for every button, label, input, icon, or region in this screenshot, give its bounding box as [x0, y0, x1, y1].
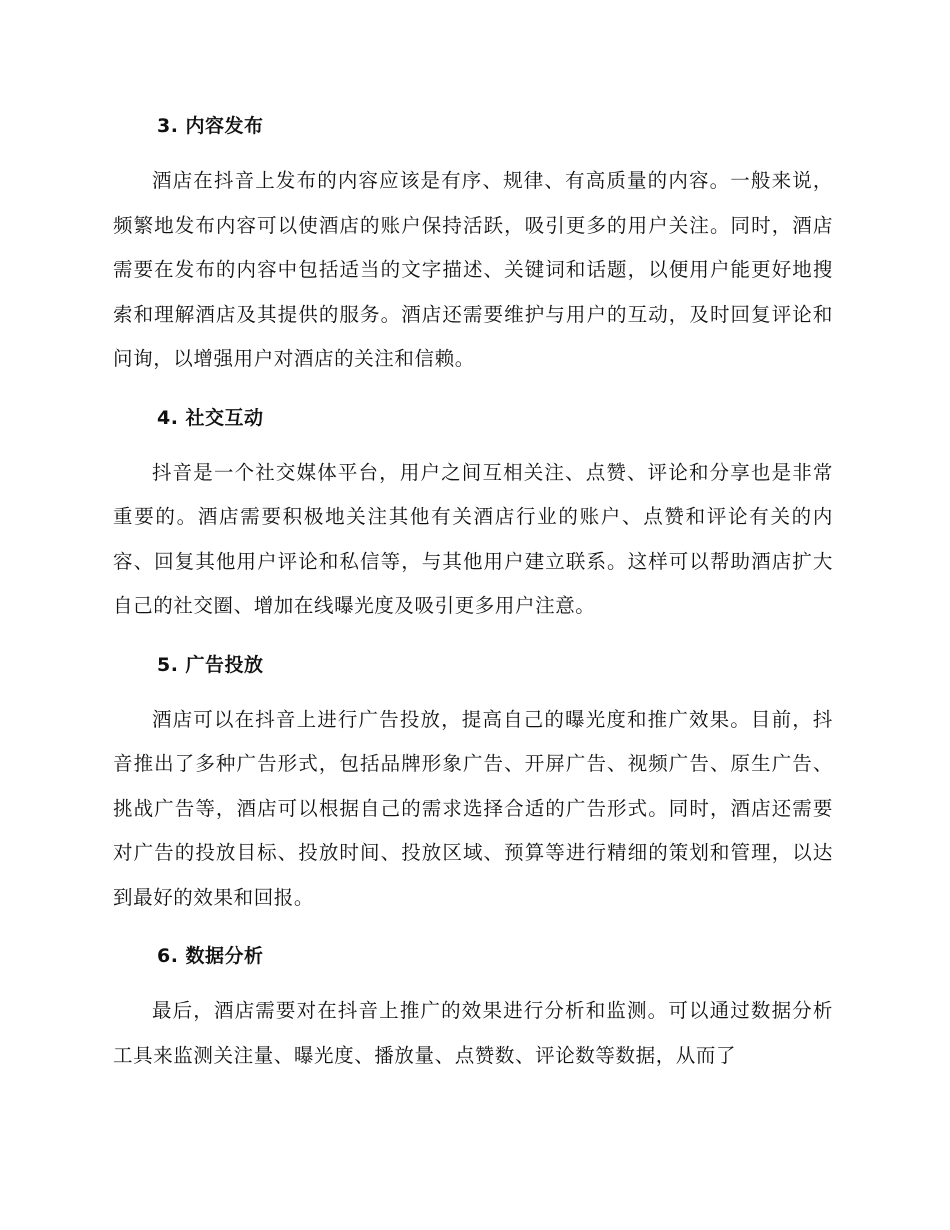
- section-content-publishing: [113, 104, 833, 382]
- section-paragraph: 酒店在抖音上发布的内容应该是有序、规律、有高质量的内容。一般来说，频繁地发布内容可以使酒店的账户保持活跃，吸引更多的用户关注。同时，酒店需要在发布的内容中包括适当的文字描述、关键词和话题，以便用户能更好地搜索和理解酒店及其提供的服务。酒店还需要维护与用户的互动，及时回复评论和问询，以增强用户对酒店的关注和信赖。: [113, 169, 833, 370]
- section-heading: 3. 内容发布: [157, 115, 264, 137]
- section-heading: 4. 社交互动: [157, 406, 264, 429]
- section-advertising: [113, 643, 833, 921]
- section-paragraph: 抖音是一个社交媒体平台，用户之间互相关注、点赞、评论和分享也是非常重要的。酒店需要积极地关注其他有关酒店行业的账户、点赞和评论有关的内容、回复其他用户评论和私信等，与其他用户建立联系。这样可以帮助酒店扩大自己的社交圈、增加在线曝光度及吸引更多用户注意。: [113, 460, 833, 617]
- section-paragraph: 酒店可以在抖音上进行广告投放，提高自己的曝光度和推广效果。目前，抖音推出了多种广告形式，包括品牌形象广告、开屏广告、视频广告、原生广告、挑战广告等，酒店可以根据自己的需求选择合适的广告形式。同时，酒店还需要对广告的投放目标、投放时间、投放区域、预算等进行精细的策划和管理，以达到最好的效果和回报。: [113, 707, 833, 909]
- section-heading: 6. 数据分析: [157, 945, 264, 967]
- section-paragraph: 最后，酒店需要对在抖音上推广的效果进行分析和监测。可以通过数据分析工具来监测关注量、曝光度、播放量、点赞数、评论数等数据，从而了: [113, 999, 833, 1067]
- section-heading: 5. 广告投放: [157, 653, 264, 676]
- document-body: [113, 104, 833, 1092]
- section-data-analysis: [113, 934, 833, 1078]
- section-social-interaction: [113, 396, 833, 629]
